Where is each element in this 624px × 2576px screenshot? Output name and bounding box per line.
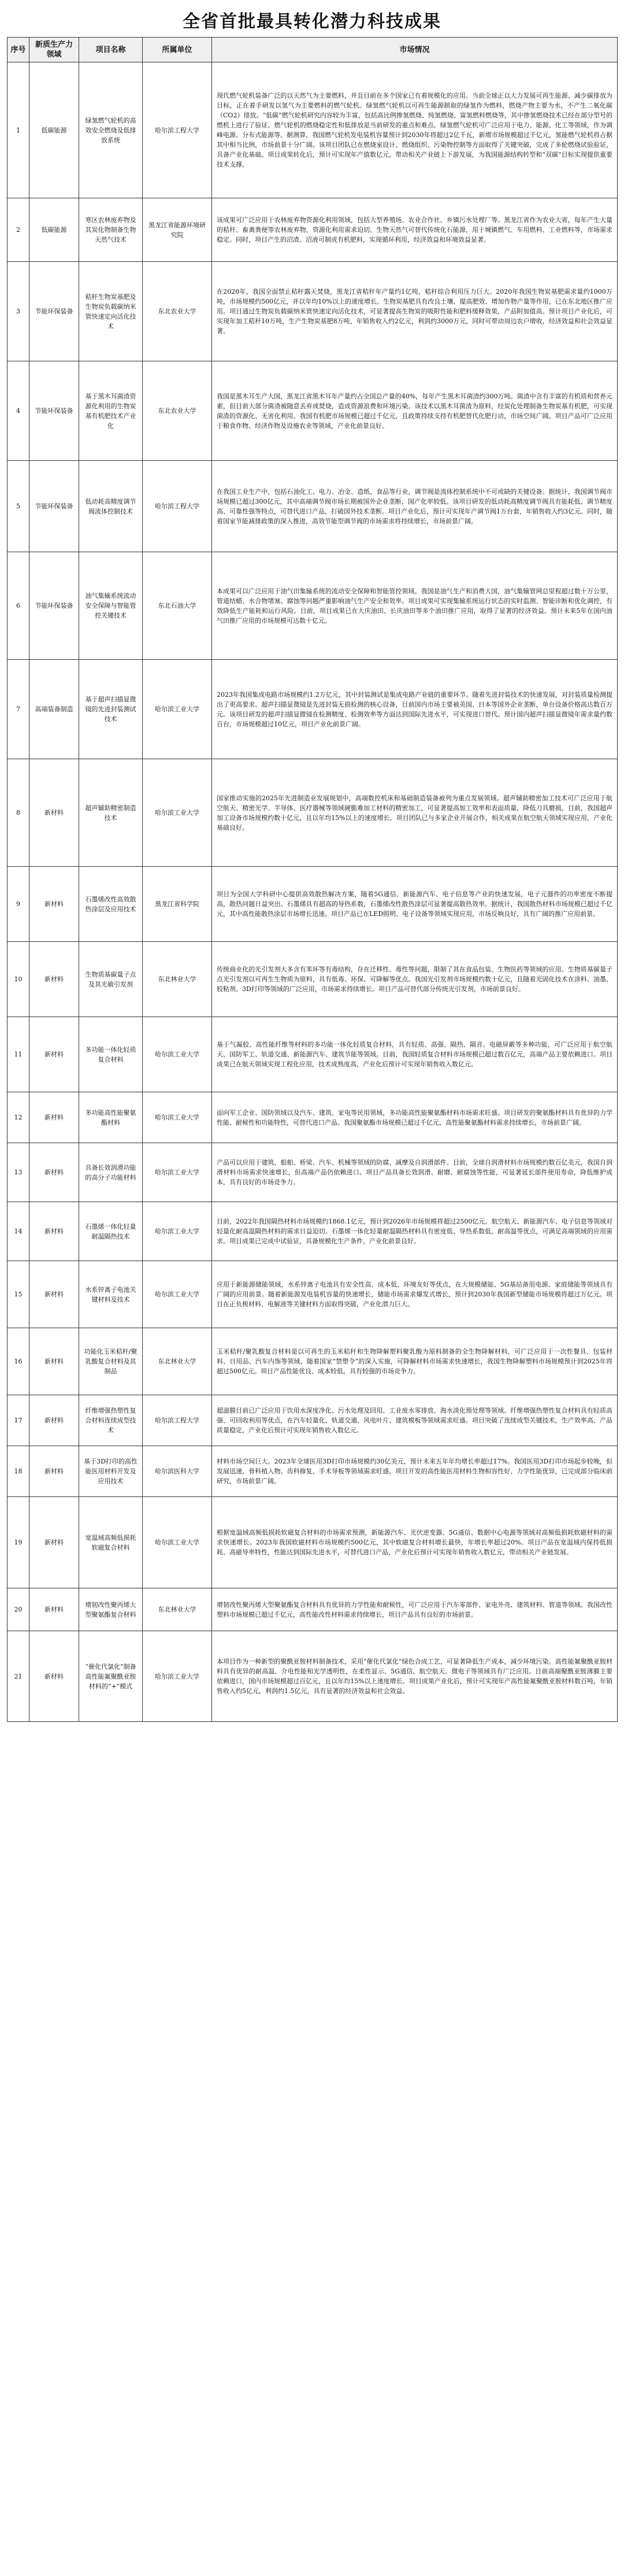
- row-index: 1: [8, 62, 29, 198]
- row-org: 哈尔滨工业大学: [143, 1143, 212, 1202]
- row-project: 宽温域高频低损耗软磁复合材料: [79, 1497, 143, 1588]
- table-row: [8, 942, 618, 1017]
- table-row: [8, 1446, 618, 1497]
- header-field: 新质生产力领域: [29, 38, 79, 62]
- row-project: 生物质基碳量子点及其光敏引发剂: [79, 942, 143, 1017]
- header-market: 市场情况: [212, 38, 618, 62]
- table-row: [8, 461, 618, 552]
- row-index: 15: [8, 1261, 29, 1328]
- row-field: 节能环保装备: [29, 361, 79, 461]
- table-row: [8, 1092, 618, 1143]
- row-org: 哈尔滨工业大学: [143, 1261, 212, 1328]
- row-field: 低碳能源: [29, 62, 79, 198]
- row-field: 新材料: [29, 1497, 79, 1588]
- table-row: [8, 867, 618, 942]
- row-project: 寒区农林废弃物及其炭化物制备生物天然气技术: [79, 198, 143, 262]
- table-row: [8, 1143, 618, 1202]
- row-project: 绿氢燃气轮机的高效安全燃烧及低排放系统: [79, 62, 143, 198]
- row-market: 在2020年，我国全面禁止秸秆露天焚烧，黑龙江省秸秆年产量约1亿吨，秸秆综合利用压力巨大。2020年我国生物炭基肥需求量约1000万吨，市场规模约500亿元，并以年均10%以上的速度增长。生物炭基肥具有改良土壤、提高肥效、增加作物产量等作用，已在东北地区推广应用。项目通过生物炭负载碳纳米管快速定向活化技术，可显著提高生物炭的吸附性能和肥料缓释效果，产品附加值高。预计项目产业化后，可实现年加工秸秆10万吨，生产生物炭基肥8万吨，年销售收入约2亿元，利润约3000万元，同时可带动周边农户增收，经济效益和社会效益显著。: [212, 262, 618, 361]
- row-field: 新材料: [29, 1143, 79, 1202]
- row-market: 基于气凝胶、高性能纤维等材料的多功能一体化轻质复合材料，具有轻质、高强、隔热、隔音、电磁屏蔽等多种功能，可广泛应用于航空航天、国防军工、轨道交通、新能源汽车、建筑节能等领域。目前，我国轻质复合材料市场规模已超过数百亿元，高端产品主要依赖进口。项目成果已在航天领域实现工程化应用，技术成熟度高，产业化后预计可实现年销售收入数亿元。: [212, 1017, 618, 1092]
- row-org: 哈尔滨工程大学: [143, 62, 212, 198]
- row-index: 8: [8, 759, 29, 867]
- row-index: 17: [8, 1395, 29, 1446]
- row-project: 纤维增强热塑性复合材料连续成型技术: [79, 1395, 143, 1446]
- row-market: 应用于新能源储能领域，水系锌离子电池具有安全性高、成本低、环境友好等优点，在大规模储能、5G基站备用电源、家庭储能等领域具有广阔的应用前景。随着新能源发电装机容量的快速增长，储能市场需求爆发式增长，预计到2030年我国新型储能市场规模将超过万亿元。项目在正负极材料、电解液等关键材料方面取得突破，产业化潜力巨大。: [212, 1261, 618, 1328]
- table-header-row: [8, 38, 618, 62]
- row-market: 国家推动实施的2025年先进制造业发展规划中，高端数控机床和基础制造装备被列为重点发展领域。超声辅助精密加工技术可广泛应用于航空航天、精密光学、半导体、医疗器械等领域硬脆难加工材料的精密加工，可显著提高加工效率和表面质量，降低刀具磨损。目前，我国超声加工设备市场规模约数十亿元，且以年均15%以上的速度增长。项目团队已与多家企业开展合作，相关成果在航空航天领域实现应用，产业化基础良好。: [212, 759, 618, 867]
- row-org: 东北石油大学: [143, 552, 212, 660]
- row-market: 根据宽温域高频低损耗软磁复合材料的市场需求预测，新能源汽车、光伏逆变器、5G通信、数据中心电源等领域对高频低损耗软磁材料的需求快速增长。2023年我国软磁材料市场规模约500亿元，其中软磁复合材料增长最快，年增长率超过20%。项目产品在宽温域内保持低损耗、高磁导率特性，性能达到国际先进水平，可替代进口产品，产业化后预计可实现年销售收入数亿元，带动相关产业链发展。: [212, 1497, 618, 1588]
- row-project: 具备长效润滑功能的高分子功能材料: [79, 1143, 143, 1202]
- row-project: 基于超声扫描显微镜的先进封装测试技术: [79, 660, 143, 759]
- row-index: 7: [8, 660, 29, 759]
- row-index: 4: [8, 361, 29, 461]
- table-row: [8, 1261, 618, 1328]
- row-index: 3: [8, 262, 29, 361]
- row-index: 5: [8, 461, 29, 552]
- table-row: [8, 1395, 618, 1446]
- row-field: 节能环保装备: [29, 262, 79, 361]
- row-market: 2023年我国集成电路市场规模约1.2万亿元，其中封装测试是集成电路产业链的重要环节。随着先进封装技术的快速发展，对封装质量检测提出了更高要求。超声扫描显微镜是先进封装无损检测的核心设备，目前国内市场主要被美国、日本等国外企业垄断，单台设备价格高达数百万元。该项目研发的超声扫描显微镜在检测精度、检测效率等方面达到国际先进水平，可实现进口替代。预计国内超声扫描显微镜年需求量约数百台，市场规模超过10亿元，项目产业化前景广阔。: [212, 660, 618, 759]
- table-row: [8, 1497, 618, 1588]
- row-field: 新材料: [29, 1631, 79, 1722]
- header-project: 项目名称: [79, 38, 143, 62]
- table-row: [8, 1631, 618, 1722]
- row-org: 东北农业大学: [143, 262, 212, 361]
- row-market: 该成果可广泛应用于农林废弃物资源化利用领域，包括大型养殖场、农业合作社、乡镇污水处理厂等。黑龙江省作为农业大省，每年产生大量的秸秆、畜禽粪便等农林废弃物，资源化利用需求迫切。生物天然气可替代传统化石能源，用于城镇燃气、车用燃料、工业燃料等，市场需求稳定。同时，项目产生的沼渣、沼液可制成有机肥料，实现循环利用，经济效益和环境效益显著。: [212, 198, 618, 262]
- table-row: [8, 361, 618, 461]
- table-row: [8, 198, 618, 262]
- table-row: [8, 1588, 618, 1631]
- row-project: 秸秆生物炭基肥及生物炭负载碳纳米管快速定向活化技术: [79, 262, 143, 361]
- row-field: 新材料: [29, 1017, 79, 1092]
- row-field: 新材料: [29, 942, 79, 1017]
- row-market: 本成果可以广泛应用于油气田集输系统的流动安全保障和智能管控领域。我国是油气生产和消费大国，油气集输管网总里程超过数十万公里，管道结蜡、水合物堵塞、腐蚀等问题严重影响油气生产安全和效率。项目成果可实现集输系统运行状态的实时监测、智能诊断和优化调控，有效降低生产能耗和运行风险。目前，项目成果已在大庆油田、长庆油田等多个油田推广应用，取得了显著的经济效益。预计未来5年在国内油气田推广应用的市场规模可达数十亿元。: [212, 552, 618, 660]
- row-org: 哈尔滨工业大学: [143, 759, 212, 867]
- row-project: 多功能一体化轻质复合材料: [79, 1017, 143, 1092]
- row-field: 新材料: [29, 1328, 79, 1395]
- row-index: 18: [8, 1446, 29, 1497]
- row-field: 新材料: [29, 1588, 79, 1631]
- row-field: 新材料: [29, 1202, 79, 1261]
- row-index: 14: [8, 1202, 29, 1261]
- row-market: 现代燃气轮机装备广泛的以天然气为主要燃料，并且目前在多个国家已有着规模化的应用。当前全球正以大力发展可再生能源、减少碳排放为目标，正在着手研发以氢气为主要燃料的燃气轮机。绿氢燃气轮机以可再生能源制取的绿氢作为燃料，燃烧产物主要为水，不产生二氧化碳（CO2）排放。“低碳”燃气轮机研究内容较为丰富，包括高比例掺氢燃烧、纯氢燃烧、富氢燃料燃烧等，其中掺氢燃烧技术已经在部分型号的燃机上进行了验证。燃气轮机的燃烧稳定性和低排放是当前研发的重点和难点。绿氢燃气轮机可广泛应用于电力、能源、化工等领域，作为调峰电源、分布式能源等。据测算，我国燃气轮机发电装机容量预计到2030年将超过2亿千瓦，新增市场规模超过千亿元，氢能燃气轮机将占据其中相当比例，市场前景十分广阔。该项目团队已在燃烧室设计、燃烧组织、污染物控制等方面取得了关键突破，完成了多轮燃烧试验验证，具备产业化基础。项目成果转化后，预计可实现年产值数亿元，带动相关产业链上下游发展，为我国能源结构转型和“双碳”目标实现提供重要技术支撑。: [212, 62, 618, 198]
- row-index: 10: [8, 942, 29, 1017]
- table-row: [8, 660, 618, 759]
- row-org: 东北林业大学: [143, 1588, 212, 1631]
- row-index: 2: [8, 198, 29, 262]
- row-market: 玉米秸秆/聚乳酸复合材料是以可再生的玉米秸秆和生物降解塑料聚乳酸为原料制备的全生物降解材料，可广泛应用于一次性餐具、包装材料、日用品、汽车内饰等领域。随着国家“禁塑令”的深入实施，可降解材料市场需求快速增长，我国生物降解塑料市场规模预计到2025年将超过500亿元。项目产品性能优良、成本较低，具有较强的市场竞争力。: [212, 1328, 618, 1395]
- row-org: 东北农业大学: [143, 361, 212, 461]
- row-project: 超声辅助精密制造技术: [79, 759, 143, 867]
- table-row: [8, 1328, 618, 1395]
- row-org: 东北林业大学: [143, 942, 212, 1017]
- row-project: 基于黑木耳菌渣资源化利用的生物炭基有机肥技术产业化: [79, 361, 143, 461]
- row-market: 本项目作为一种新型的聚酰亚胺材料制备技术，采用“催化代氯化”绿色合成工艺，可显著降低生产成本，减少环境污染。高性能氟聚酰亚胺材料具有优异的耐高温、介电性能和光学透明性，在柔性显示、5G通信、航空航天、微电子等领域具有广泛应用。目前高端聚酰亚胺薄膜主要依赖进口，国内市场规模超过百亿元，且以年均15%以上速度增长。项目成果产业化后，预计可实现年产高性能氟聚酰亚胺材料数百吨，年销售收入约5亿元，利润约1.5亿元，具有显著的经济效益和社会效益。: [212, 1631, 618, 1722]
- row-field: 节能环保装备: [29, 552, 79, 660]
- row-org: 哈尔滨工程大学: [143, 1395, 212, 1446]
- row-market: 产品可以应用于建筑、船舶、桥梁、汽车、机械等领域的防腐、减摩及自润滑部件。目前，全球自润滑材料市场规模约数百亿美元，我国自润滑材料市场需求快速增长，但高端产品仍依赖进口。项目产品具备长效润滑、耐磨、耐腐蚀等性能，可显著延长部件使用寿命，降低维护成本，具有良好的市场竞争力。: [212, 1143, 618, 1202]
- row-project: “催化代氯化”制备高性能氟聚酰亚胺材料的“+”模式: [79, 1631, 143, 1722]
- row-project: 水系锌离子电池关键材料及技术: [79, 1261, 143, 1328]
- table-row: [8, 552, 618, 660]
- row-index: 9: [8, 867, 29, 942]
- row-market: 面向军工企业、国防领域以及汽车、建筑、家电等民用领域，多功能高性能聚氨酯材料市场需求旺盛。项目研发的聚氨酯材料具有优异的力学性能、耐候性和功能特性，可替代进口产品。我国聚氨酯市场规模已超过千亿元，高性能聚氨酯材料需求持续增长，市场前景广阔。: [212, 1092, 618, 1143]
- row-market: 传统商业化的光引发剂大多含有苯环等有毒结构，存在迁移性、毒性等问题，限制了其在食品包装、生物医药等领域的应用。生物质基碳量子点光引发剂以可再生生物质为原料，具有低毒、环保、可降解等优点。我国光引发剂市场规模约数十亿元，且随着光固化技术在涂料、油墨、胶粘剂、3D打印等领域的广泛应用，市场需求持续增长。项目产品可替代部分传统光引发剂，市场前景良好。: [212, 942, 618, 1017]
- row-field: 新材料: [29, 1261, 79, 1328]
- row-org: 哈尔滨工业大学: [143, 1092, 212, 1143]
- row-org: 哈尔滨工业大学: [143, 660, 212, 759]
- row-field: 节能环保装备: [29, 461, 79, 552]
- row-org: 哈尔滨工业大学: [143, 1202, 212, 1261]
- row-field: 新材料: [29, 1092, 79, 1143]
- row-index: 16: [8, 1328, 29, 1395]
- row-org: 哈尔滨工业大学: [143, 1017, 212, 1092]
- table-row: [8, 1017, 618, 1092]
- row-project: 多功能高性能聚氨酯材料: [79, 1092, 143, 1143]
- table-body: [8, 62, 618, 1722]
- row-field: 新材料: [29, 1395, 79, 1446]
- row-project: 油气集输系统流动安全保障与智能管控关键技术: [79, 552, 143, 660]
- results-table: [7, 37, 618, 1722]
- table-row: [8, 759, 618, 867]
- table-row: [8, 262, 618, 361]
- row-index: 21: [8, 1631, 29, 1722]
- row-project: 功能化玉米秸秆/聚乳酸复合材料及其制品: [79, 1328, 143, 1395]
- row-index: 6: [8, 552, 29, 660]
- row-project: 石墨烯一体化轻量耐温隔热技术: [79, 1202, 143, 1261]
- row-org: 东北林业大学: [143, 1328, 212, 1395]
- row-index: 13: [8, 1143, 29, 1202]
- row-org: 哈尔滨工业大学: [143, 1497, 212, 1588]
- row-market: 增韧改性聚丙烯大型聚氨酯复合材料具有优异的力学性能和耐候性，可广泛应用于汽车零部件、家电外壳、建筑材料、管道等领域。我国改性塑料市场规模已超过千亿元，高性能改性材料需求持续增长，项目产品具有良好的市场前景。: [212, 1588, 618, 1631]
- row-index: 11: [8, 1017, 29, 1092]
- row-project: 低动耗高精度调节阀流体控制技术: [79, 461, 143, 552]
- row-index: 20: [8, 1588, 29, 1631]
- table-row: [8, 62, 618, 198]
- row-market: 在我国工业生产中，包括石油化工、电力、冶金、造纸、食品等行业，调节阀是流体控制系统中不可或缺的关键设备。据统计，我国调节阀市场规模已超过300亿元，其中高端调节阀市场长期被国外企业垄断，国产化率较低。该项目研发的低动耗高精度调节阀具有能耗低、调节精度高、可靠性强等特点，可替代进口产品，打破国外技术垄断。项目产业化后，预计可实现年产调节阀1万台套，年销售收入约3亿元。同时，随着国家节能减排政策的深入推进，高效节能型调节阀的市场需求将持续增长，市场前景广阔。: [212, 461, 618, 552]
- row-org: 黑龙江省能源环境研究院: [143, 198, 212, 262]
- row-org: 哈尔滨工业大学: [143, 1631, 212, 1722]
- row-index: 12: [8, 1092, 29, 1143]
- row-org: 黑龙江省科学院: [143, 867, 212, 942]
- table-row: [8, 1202, 618, 1261]
- row-field: 新材料: [29, 867, 79, 942]
- row-market: 项目为全国大学科研中心提供高效散热解决方案，随着5G通信、新能源汽车、电子信息等产业的快速发展，电子元器件的功率密度不断提高，散热问题日益突出。石墨烯具有超高的导热系数，石墨烯改性散热涂层可显著提高散热效率。据统计，我国散热材料市场规模已超过千亿元，其中高性能散热涂层市场增长迅速。项目产品已在LED照明、电子设备等领域实现应用，市场反响良好，具有广阔的推广应用前景。: [212, 867, 618, 942]
- header-index: 序号: [8, 38, 29, 62]
- row-org: 哈尔滨工程大学: [143, 461, 212, 552]
- row-field: 新材料: [29, 759, 79, 867]
- row-market: 材料市场空间巨大。2023年全球医用3D打印市场规模约30亿美元，预计未来五年年均增长率超过17%。我国医用3D打印市场起步较晚，但发展迅速，骨科植入物、齿科修复、手术导板等领域需求旺盛。项目开发的高性能医用材料生物相容性好、力学性能优异，已完成部分临床前研究，市场前景广阔。: [212, 1446, 618, 1497]
- row-market: 目前，2022年我国隔热材料市场规模约1868.1亿元，预计到2026年市场规模将超过2500亿元。航空航天、新能源汽车、电子信息等领域对轻量化耐高温隔热材料的需求日益迫切。石墨烯一体化轻量耐温隔热材料具有密度低、导热系数低、耐高温等优点，可满足高端领域的应用需求。项目成果已完成中试验证，具备规模化生产条件，产业化前景良好。: [212, 1202, 618, 1261]
- row-org: 哈尔滨医科大学: [143, 1446, 212, 1497]
- row-project: 基于3D打印的高性能医用材料开发及应用技术: [79, 1446, 143, 1497]
- row-field: 高端装备制造: [29, 660, 79, 759]
- row-market: 我国是黑木耳生产大国，黑龙江省黑木耳年产量约占全国总产量的40%，每年产生黑木耳菌渣约300万吨。菌渣中含有丰富的有机质和营养元素，但目前大部分菌渣被随意丢弃或焚烧，造成资源浪费和环境污染。该技术以黑木耳菌渣为原料，经炭化处理制备生物炭基有机肥，可实现菌渣的资源化、无害化利用。我国有机肥市场规模已超过千亿元，且政策持续支持有机肥替代化肥行动，市场空间广阔。项目产品可广泛应用于粮食作物、经济作物及设施农业等领域，产业化前景良好。: [212, 361, 618, 461]
- row-field: 低碳能源: [29, 198, 79, 262]
- header-org: 所属单位: [143, 38, 212, 62]
- row-project: 增韧改性聚丙烯大型聚氨酯复合材料: [79, 1588, 143, 1631]
- page-title: 全省首批最具转化潜力科技成果: [183, 12, 441, 32]
- row-project: 石墨烯改性高效散热涂层及应用技术: [79, 867, 143, 942]
- row-field: 新材料: [29, 1446, 79, 1497]
- row-market: 超滤膜目前已广泛应用于饮用水深度净化、污水处理及回用、工业废水零排放、海水淡化预处理等领域。纤维增强热塑性复合材料具有轻质高强、可回收利用等优点，在汽车轻量化、轨道交通、风电叶片、建筑模板等领域需求旺盛。项目突破了连续成型关键技术，生产效率高、产品质量稳定，产业化后预计可实现年销售收入数亿元。: [212, 1395, 618, 1446]
- row-index: 19: [8, 1497, 29, 1588]
